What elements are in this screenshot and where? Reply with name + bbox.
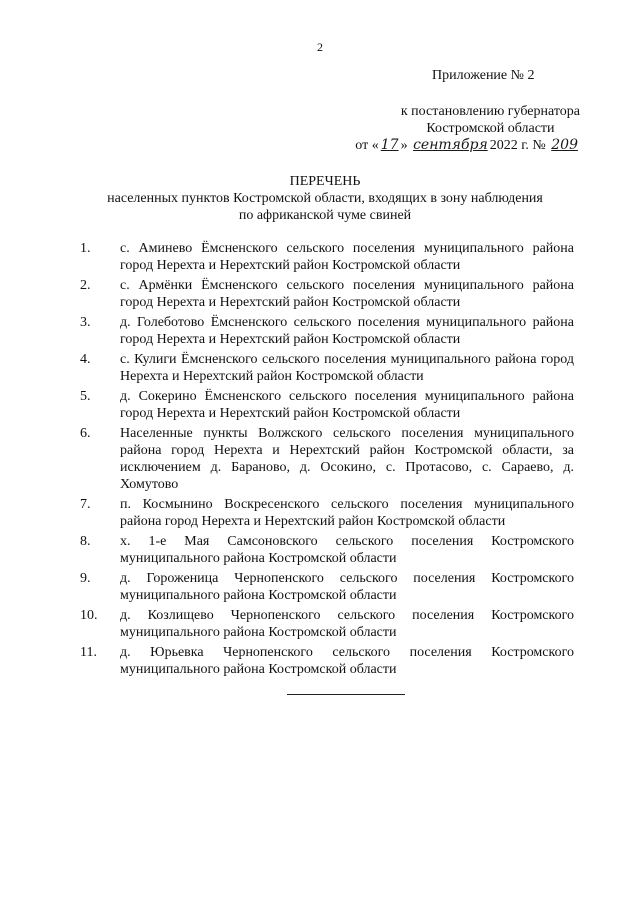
- list-item-number: 10.: [80, 608, 98, 623]
- decree-date-line: [355, 137, 580, 154]
- list-item: [80, 533, 574, 567]
- list-item: [80, 277, 574, 311]
- list-item-number: 6.: [80, 426, 91, 441]
- list-item-number: 9.: [80, 571, 91, 586]
- list-item-text: д. Сокерино Ёмсненского сельского поселения муниципального района город Нерехта и Нерехтский район Костромской области: [120, 389, 574, 421]
- handwritten-day: 17: [380, 137, 399, 153]
- list-item: [80, 607, 574, 641]
- decree-line-1: к постановлению губернатора: [400, 104, 580, 119]
- end-divider: [287, 694, 405, 695]
- list-item-text: д. Юрьевка Чернопенского сельского поселения Костромского муниципального района Костромской области: [120, 645, 574, 677]
- list-item-text: с. Аминево Ёмсненского сельского поселения муниципального района город Нерехта и Нерехтский район Костромской области: [120, 241, 574, 273]
- list-item-number: 11.: [80, 645, 97, 660]
- date-year: 2022 г. №: [489, 138, 546, 153]
- list-item-number: 3.: [80, 315, 91, 330]
- list-item: [80, 351, 574, 385]
- list-item-number: 8.: [80, 534, 91, 549]
- list-item-number: 7.: [80, 497, 91, 512]
- decree-line-2: Костромской области: [426, 121, 555, 136]
- appendix-title: Приложение № 2: [432, 68, 535, 83]
- list-item-number: 2.: [80, 278, 91, 293]
- list-item-text: п. Космынино Воскресенского сельского поселения муниципального района город Нерехта и Нерехтский район Костромской области: [120, 497, 574, 529]
- list-item: [80, 570, 574, 604]
- list-item-number: 1.: [80, 241, 91, 256]
- list-item-text: д. Козлищево Чернопенского сельского поселения Костромского муниципального района Костромской области: [120, 608, 574, 640]
- list-item-text: с. Кулиги Ёмсненского сельского поселения муниципального района город Нерехта и Нерехтский район Костромской области: [120, 352, 574, 384]
- list-item: [80, 240, 574, 274]
- date-prefix: от «: [355, 138, 379, 153]
- list-item-text: д. Голеботово Ёмсненского сельского поселения муниципального района город Нерехта и Нерехтский район Костромской области: [120, 315, 574, 347]
- handwritten-number: 209: [551, 137, 578, 153]
- list-item-text: с. Армёнки Ёмсненского сельского поселения муниципального района город Нерехта и Нерехтский район Костромской области: [120, 278, 574, 310]
- list-item: [80, 496, 574, 530]
- heading-title: ПЕРЕЧЕНЬ: [289, 174, 361, 189]
- handwritten-month: сентября: [413, 137, 488, 153]
- list-item-number: 4.: [80, 352, 91, 367]
- list-item: [80, 314, 574, 348]
- list-item-text: Населенные пункты Волжского сельского поселения муниципального района город Нерехта и Нерехтский район Костромской области, за исключением д. Бараново, д. Осокино, с. Протасово, с. Сараево, д. Хомутово: [120, 426, 574, 492]
- heading-line-2: по африканской чуме свиней: [238, 208, 412, 223]
- settlement-list: [80, 240, 574, 681]
- list-item: [80, 644, 574, 678]
- list-item: [80, 425, 574, 493]
- list-item: [80, 388, 574, 422]
- list-item-number: 5.: [80, 389, 91, 404]
- list-item-text: д. Гороженица Чернопенского сельского поселения Костромского муниципального района Костромской области: [120, 571, 574, 603]
- document-heading: [60, 173, 590, 224]
- list-item-text: х. 1-е Мая Самсоновского сельского поселения Костромского муниципального района Костромской области: [120, 534, 574, 566]
- heading-line-1: населенных пунктов Костромской области, входящих в зону наблюдения: [107, 191, 543, 206]
- decree-reference: [401, 103, 580, 137]
- date-quote: »: [400, 138, 408, 153]
- page-number: 2: [317, 40, 323, 54]
